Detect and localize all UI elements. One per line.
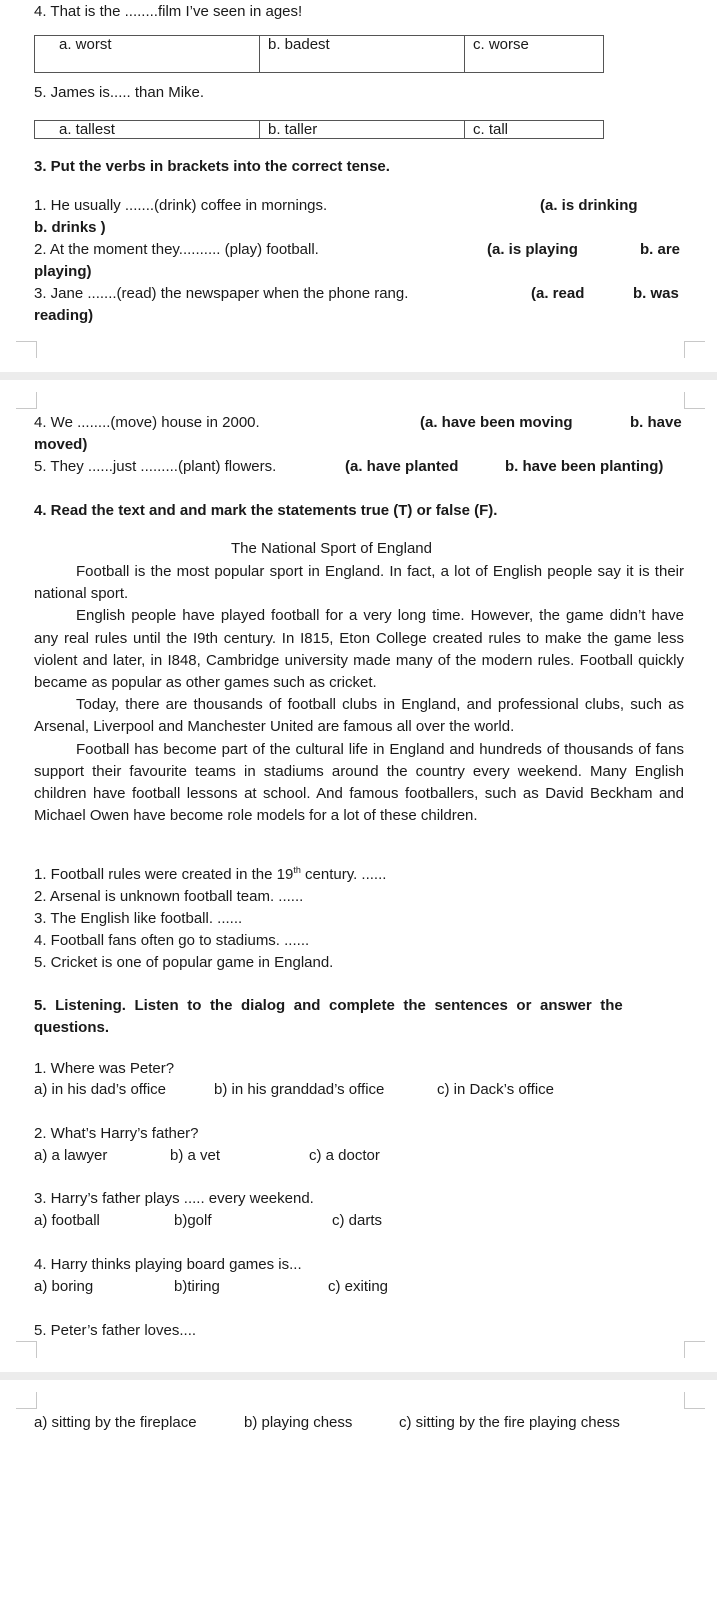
option-a: a. worst (35, 36, 260, 73)
tense-item-1-question: 1. He usually .......(drink) coffee in mornings. (34, 197, 328, 214)
listening-option-c: c) darts (332, 1212, 383, 1229)
statement-5: 5. Cricket is one of popular game in England. (34, 954, 334, 971)
listening-question-1: 1. Where was Peter? (34, 1060, 175, 1077)
tense-item-2-question: 2. At the moment they.......... (play) football. (34, 241, 319, 258)
tense-item-2-option-a: (a. is playing (487, 241, 578, 258)
listening-option-c: c) in Dack’s office (437, 1081, 554, 1098)
options-table-q4 (34, 35, 604, 73)
crop-mark (684, 341, 705, 358)
crop-mark (16, 392, 37, 409)
tense-item-3-option-b-cont: reading) (34, 307, 94, 324)
reading-paragraph: Football has become part of the cultural life in England and hundreds of thousands of fans support their favourite teams in stadiums around the country every weekend. Many English children have football lessons at school. And famous footballers, such as David Beckham and Michael Owen have become role models for a lot of these children. (34, 740, 684, 825)
statement-3: 3. The English like football. ...... (34, 910, 243, 927)
listening-option-a: a) football (34, 1212, 100, 1229)
listening-option-a: a) a lawyer (34, 1147, 108, 1164)
statement-1-tail: century. ...... (300, 866, 387, 883)
option-b: b. taller (260, 121, 465, 139)
listening-option-c: c) exiting (328, 1278, 389, 1295)
option-a: a. tallest (35, 121, 260, 139)
listening-option-b: b) a vet (170, 1147, 221, 1164)
section-5-heading-cont: questions. (34, 1019, 110, 1036)
tense-item-4-option-b: b. have (630, 414, 682, 431)
listening-question-5: 5. Peter’s father loves.... (34, 1322, 197, 1339)
tense-item-2-option-b: b. are (640, 241, 681, 258)
options-table-q5 (34, 120, 604, 139)
reading-paragraph: Football is the most popular sport in England. In fact, a lot of English people say it is their national sport. (34, 563, 684, 603)
question-5: 5. James is..... than Mike. (34, 84, 205, 101)
crop-mark (16, 1392, 37, 1409)
listening-option-b: b) playing chess (244, 1414, 353, 1431)
tense-item-4-option-b-cont: moved) (34, 436, 88, 453)
ordinal-suffix: th (293, 865, 301, 875)
page-break (0, 1372, 717, 1380)
reading-text (34, 561, 684, 827)
tense-item-4-option-a: (a. have been moving (420, 414, 573, 431)
statement-2: 2. Arsenal is unknown football team. ...... (34, 888, 304, 905)
crop-mark (16, 341, 37, 358)
listening-option-a: a) boring (34, 1278, 94, 1295)
crop-mark (684, 1341, 705, 1358)
listening-option-c: c) a doctor (309, 1147, 380, 1164)
section-4-heading: 4. Read the text and and mark the statements true (T) or false (F). (34, 502, 498, 519)
statement-1 (34, 866, 386, 883)
question-4: 4. That is the ........film I’ve seen in ages! (34, 3, 303, 20)
tense-item-3-option-b: b. was (633, 285, 679, 302)
listening-question-3: 3. Harry’s father plays ..... every weekend. (34, 1190, 314, 1207)
option-c: c. worse (465, 36, 604, 73)
crop-mark (684, 392, 705, 409)
statement-4: 4. Football fans often go to stadiums. ...... (34, 932, 310, 949)
reading-paragraph: English people have played football for a very long time. However, the game didn’t have any real rules until the I9th century. In I815, Eton College created rules to make the game less violent and later, in I848, Cambridge university made many of the modern rules. Football quickly became as popular as other games such as cricket. (34, 607, 684, 692)
reading-title: The National Sport of England (231, 540, 432, 557)
statement-1-text: 1. Football rules were created in the 19 (34, 866, 294, 883)
tense-item-1-option-a: (a. is drinking (540, 197, 638, 214)
listening-option-c: c) sitting by the fire playing chess (399, 1414, 620, 1431)
crop-mark (16, 1341, 37, 1358)
reading-paragraph: Today, there are thousands of football clubs in England, and professional clubs, such as Arsenal, Liverpool and Manchester United are famous all over the world. (34, 696, 684, 736)
crop-mark (684, 1392, 705, 1409)
tense-item-5-question: 5. They ......just .........(plant) flowers. (34, 458, 277, 475)
listening-option-a: a) sitting by the fireplace (34, 1414, 197, 1431)
listening-option-a: a) in his dad’s office (34, 1081, 167, 1098)
section-3-heading: 3. Put the verbs in brackets into the correct tense. (34, 158, 390, 175)
tense-item-5-option-a: (a. have planted (345, 458, 459, 475)
tense-item-2-option-b-cont: playing) (34, 263, 92, 280)
listening-question-4: 4. Harry thinks playing board games is... (34, 1256, 302, 1273)
tense-item-1-option-b: b. drinks ) (34, 219, 106, 236)
listening-option-b: b)golf (174, 1212, 212, 1229)
section-5-heading: 5. Listening. Listen to the dialog and complete the sentences or answer the (34, 997, 623, 1014)
option-b: b. badest (260, 36, 465, 73)
tense-item-3-option-a: (a. read (531, 285, 585, 302)
tense-item-4-question: 4. We ........(move) house in 2000. (34, 414, 260, 431)
listening-question-2: 2. What’s Harry’s father? (34, 1125, 199, 1142)
tense-item-3-question: 3. Jane .......(read) the newspaper when the phone rang. (34, 285, 409, 302)
tense-item-5-option-b: b. have been planting) (505, 458, 664, 475)
listening-option-b: b)tiring (174, 1278, 220, 1295)
page-break (0, 372, 717, 380)
option-c: c. tall (465, 121, 604, 139)
listening-option-b: b) in his granddad’s office (214, 1081, 385, 1098)
